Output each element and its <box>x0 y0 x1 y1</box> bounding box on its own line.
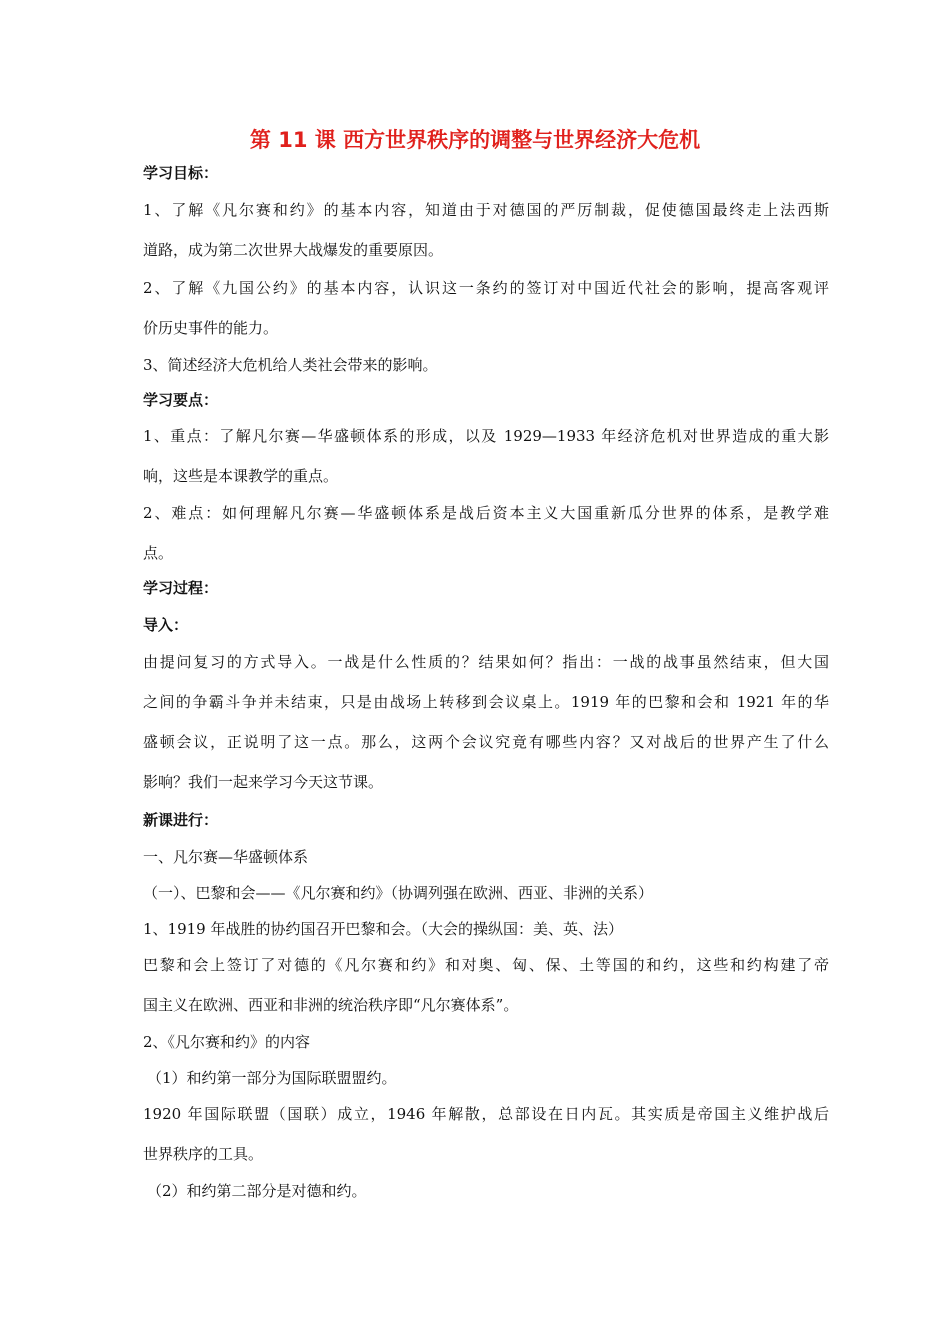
point-1-line-2: 响，这些是本课教学的重点。 <box>143 467 339 485</box>
goal-2-line-1: 2、了解《九国公约》的基本内容，认识这一条约的签订对中国近代社会的影响，提高客观评 <box>143 279 829 297</box>
points-heading: 学习要点： <box>143 391 219 409</box>
section-1-heading: 一、凡尔赛—华盛顿体系 <box>143 848 309 866</box>
item-2-sub-1: （1）和约第一部分为国际联盟盟约。 <box>147 1069 397 1087</box>
paragraph-line-4: 世界秩序的工具。 <box>143 1145 264 1163</box>
point-2-line-2: 点。 <box>143 544 174 562</box>
item-2-sub-2: （2）和约第二部分是对德和约。 <box>147 1182 367 1200</box>
point-2-line-1: 2、难点：如何理解凡尔赛—华盛顿体系是战后资本主义大国重新瓜分世界的体系，是教学难 <box>143 504 829 522</box>
point-1-line-1: 1、重点：了解凡尔赛—华盛顿体系的形成，以及 1929—1933 年经济危机对世界造成的重大影 <box>143 427 829 445</box>
document-title: 第 11 课 西方世界秩序的调整与世界经济大危机 <box>249 128 701 152</box>
intro-line-3: 盛顿会议，正说明了这一点。那么，这两个会议究竟有哪些内容？又对战后的世界产生了什么 <box>143 733 829 751</box>
intro-line-2: 之间的争霸斗争并未结束，只是由战场上转移到会议桌上。1919 年的巴黎和会和 1921 年的华 <box>143 693 829 711</box>
intro-line-4: 影响？我们一起来学习今天这节课。 <box>143 773 384 791</box>
intro-heading: 导入： <box>143 616 189 634</box>
paragraph-line-3: 1920 年国际联盟（国联）成立，1946 年解散，总部设在日内瓦。其实质是帝国主义维护战后 <box>143 1105 829 1123</box>
subsection-1-heading: （一）、巴黎和会——《凡尔赛和约》（协调列强在欧洲、西亚、非洲的关系） <box>143 884 654 902</box>
intro-line-1: 由提问复习的方式导入。一战是什么性质的？结果如何？指出：一战的战事虽然结束，但大国 <box>143 653 829 671</box>
goals-heading: 学习目标： <box>143 164 219 182</box>
process-heading: 学习过程： <box>143 579 219 597</box>
goal-1-line-1: 1、了解《凡尔赛和约》的基本内容，知道由于对德国的严厉制裁，促使德国最终走上法西斯 <box>143 201 829 219</box>
item-1: 1、1919 年战胜的协约国召开巴黎和会。（大会的操纵国：美、英、法） <box>143 920 623 938</box>
paragraph-line-1: 巴黎和会上签订了对德的《凡尔赛和约》和对奥、匈、保、土等国的和约，这些和约构建了帝 <box>143 956 829 974</box>
goal-1-line-2: 道路，成为第二次世界大战爆发的重要原因。 <box>143 241 444 259</box>
new-lesson-heading: 新课进行： <box>143 811 219 829</box>
paragraph-line-2: 国主义在欧洲、西亚和非洲的统治秩序即“凡尔赛体系”。 <box>143 996 519 1014</box>
goal-3: 3、简述经济大危机给人类社会带来的影响。 <box>143 356 438 374</box>
item-2: 2、《凡尔赛和约》的内容 <box>143 1033 311 1051</box>
goal-2-line-2: 价历史事件的能力。 <box>143 319 279 337</box>
